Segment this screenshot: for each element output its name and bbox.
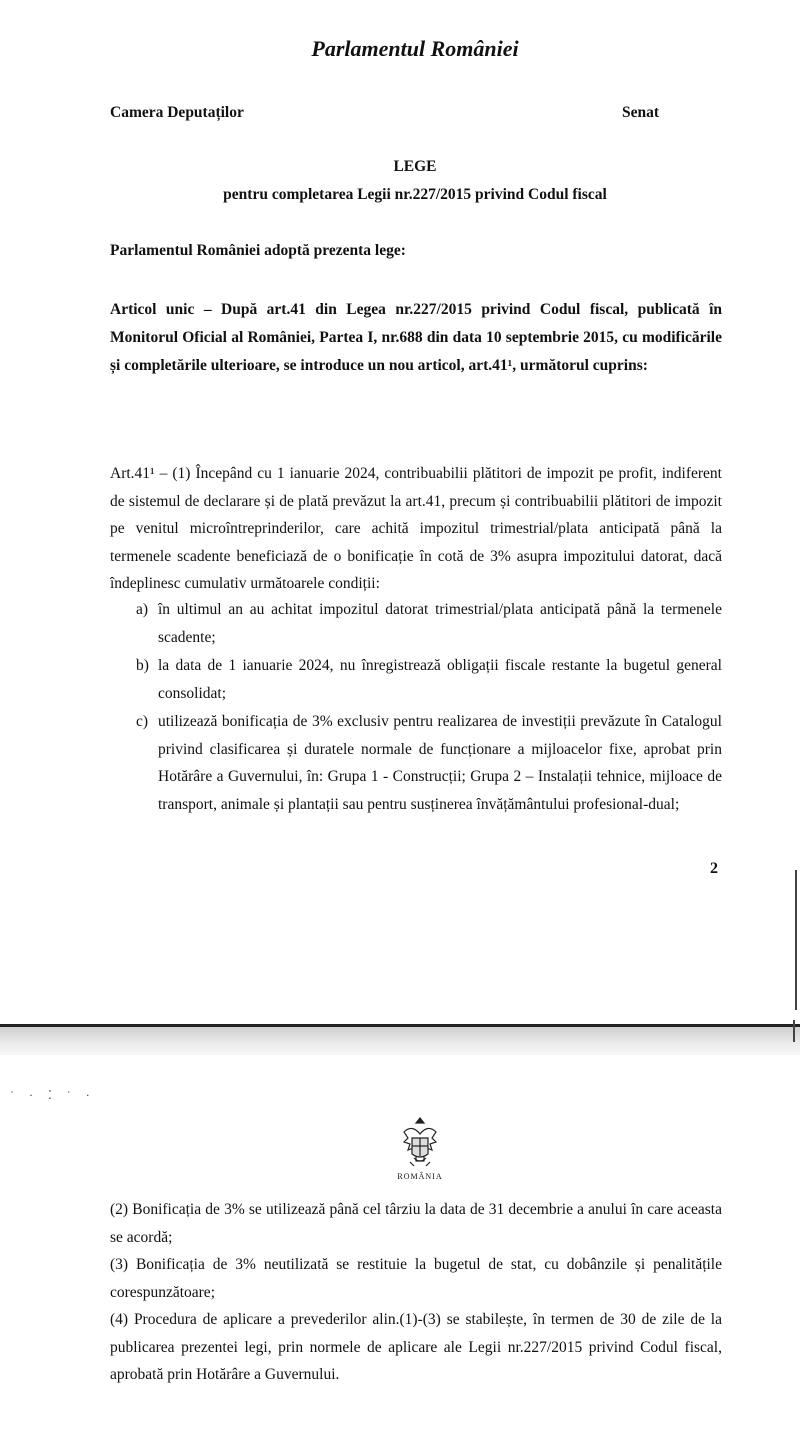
conditions-list <box>110 596 722 818</box>
paragraph-3: (3) Bonificația de 3% neutilizată se restituie la bugetul de stat, cu dobânzile și penalitățile corespunzătoare; <box>110 1256 722 1301</box>
condition-text: utilizează bonificația de 3% exclusiv pentru realizarea de investiții prevăzute în Catalogul privind clasificarea și duratele normale de funcționare a mijloacelor fixe, aprobat prin Hotărâre a Guvernului, în: Grupa 1 - Construcții; Grupa 2 – Instalații tehnice, mijloace de transport, animale și plantații sau pentru susținerea învățământului profesional-dual; <box>158 713 722 813</box>
list-item <box>110 596 722 651</box>
list-item <box>110 652 722 707</box>
paragraph-4: (4) Procedura de aplicare a prevederilor alin.(1)-(3) se stabilește, în termen de 30 de zile de la publicarea prezentei legi, prin normele de aplicare ale Legii nr.227/2015 privind Codul fiscal, aprobată prin Hotărâre a Guvernului. <box>110 1311 722 1383</box>
page-number: 2 <box>710 860 718 877</box>
scan-edge-line <box>793 1020 795 1042</box>
condition-label: c) <box>136 713 149 730</box>
list-item <box>110 708 722 818</box>
chamber-deputies-label: Camera Deputaților <box>110 104 244 121</box>
adoption-statement: Parlamentul României adoptă prezenta lege: <box>110 242 406 259</box>
parliament-title: Parlamentul României <box>311 36 519 61</box>
page-gap <box>0 1027 800 1055</box>
condition-label: b) <box>136 657 149 674</box>
law-title: pentru completarea Legii nr.227/2015 privind Codul fiscal <box>223 186 607 203</box>
art41-1-paragraph: Art.41¹ – (1) Începând cu 1 ianuarie 2024, contribuabilii plătitori de impozit pe profit, indiferent de sistemul de declarare și de plată prevăzut la art.41, precum și contribuabilii plătitori de impozit pe venitul microîntreprinderilor, care achită impozitul trimestrial/plata anticipată până la termenele scadente beneficiază de o bonificație în cotă de 3% asupra impozitului datorat, dacă îndeplinesc cumulativ următoarele condiții: <box>110 465 722 592</box>
paragraph-2: (2) Bonificația de 3% se utilizează până cel târziu la data de 31 decembrie a anului în care aceasta se acordă; <box>110 1201 722 1246</box>
scan-edge-line <box>795 870 797 1010</box>
senate-label: Senat <box>622 104 660 121</box>
condition-label: a) <box>136 601 149 618</box>
condition-text: în ultimul an au achitat impozitul datorat trimestrial/plata anticipată până la termenele scadente; <box>158 601 722 646</box>
law-type-heading: LEGE <box>393 158 437 175</box>
article-unic-paragraph: Articol unic – După art.41 din Legea nr.227/2015 privind Codul fiscal, publicată în Monitorul Oficial al României, Partea I, nr.688 din data 10 septembrie 2015, cu modificările și completările ulterioare, se introduce un nou articol, art.41¹, următorul cuprins: <box>110 301 722 374</box>
scan-specks: ˙ · ⁚ ˙ · <box>10 1088 96 1102</box>
emblem-caption: ROMÂNIA <box>397 1172 443 1181</box>
condition-text: la data de 1 ianuarie 2024, nu înregistrează obligații fiscale restante la bugetul general consolidat; <box>158 657 722 702</box>
